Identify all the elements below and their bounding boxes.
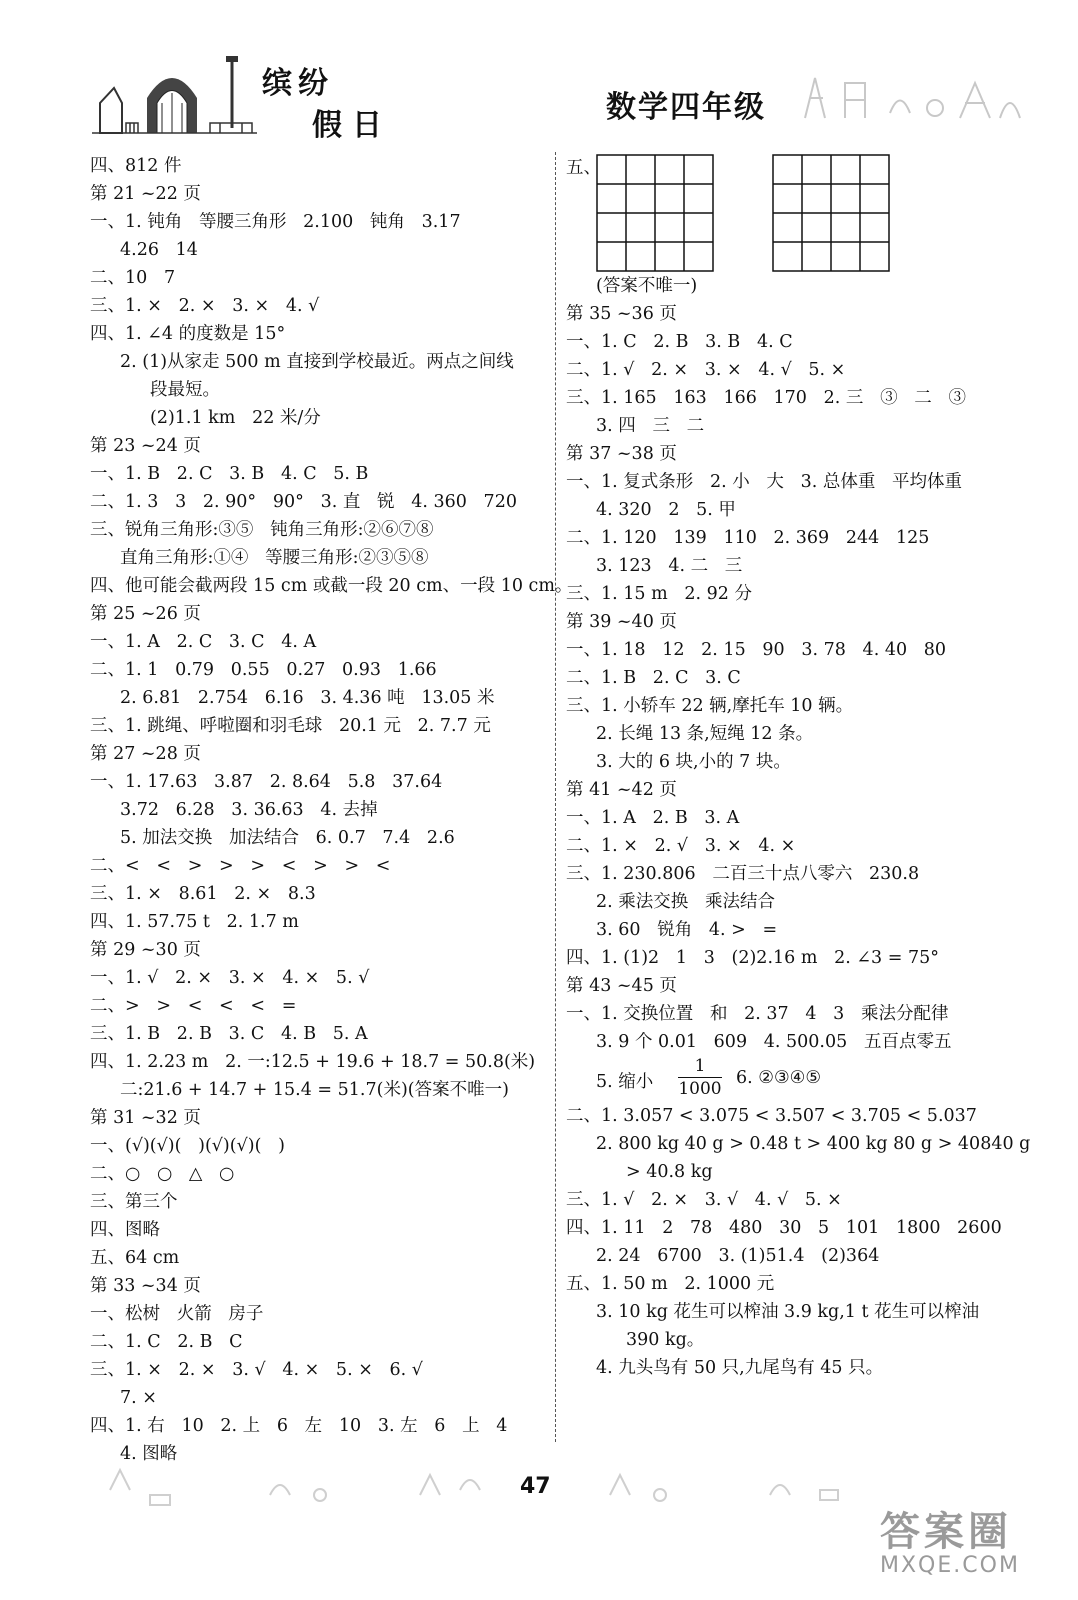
answer-line: 第 23 ~24 页 xyxy=(90,436,201,456)
answer-line: 一、1. C 2. B 3. B 4. C xyxy=(566,332,793,352)
answer-line: 一、(√)(√)( )(√)(√)( ) xyxy=(90,1136,285,1156)
answer-line: 第 39 ~40 页 xyxy=(566,612,677,632)
answer-line: 第 25 ~26 页 xyxy=(90,604,201,624)
right-column xyxy=(566,152,1036,1382)
answer-line: 第 27 ~28 页 xyxy=(90,744,201,764)
watermark-main: 答案圈 xyxy=(880,1509,1012,1555)
answer-line: 一、1. B 2. C 3. B 4. C 5. B xyxy=(90,464,369,484)
answer-line: 一、1. 交换位置 和 2. 37 4 3 乘法分配律 xyxy=(566,1004,949,1024)
answer-line: 第 41 ~42 页 xyxy=(566,780,677,800)
grade-title: 数学四年级 xyxy=(606,90,766,125)
answer-line: 第 31 ~32 页 xyxy=(90,1108,201,1128)
page-footer xyxy=(0,1450,1078,1600)
answer-line: 二、○ ○ △ ○ xyxy=(90,1164,235,1184)
left-column xyxy=(90,152,573,1468)
answer-line: 一、松树 火箭 房子 xyxy=(90,1304,264,1324)
castle-illustration xyxy=(92,48,257,138)
page-number: 47 xyxy=(520,1474,551,1499)
answer-line: 五、64 cm xyxy=(90,1248,180,1268)
answer-line: 二、1. C 2. B C xyxy=(90,1332,243,1352)
answer-line: 一、1. 17.63 3.87 2. 8.64 5.8 37.64 xyxy=(90,772,443,792)
answer-line: 四、1. (1)2 1 3 (2)2.16 m 2. ∠3 = 75° xyxy=(566,948,939,968)
answer-line: 第 29 ~30 页 xyxy=(90,940,201,960)
answer-line: 二、< < > > > < > > < xyxy=(90,856,391,876)
answer-line: 二:21.6 + 14.7 + 15.4 = 51.7(米)(答案不唯一) xyxy=(120,1080,509,1100)
answer-line: 3. 大的 6 块,小的 7 块。 xyxy=(596,752,791,772)
answer-line: 四、他可能会截两段 15 cm 或截一段 20 cm、一段 10 cm。 xyxy=(90,576,573,596)
answer-line: 第 43 ~45 页 xyxy=(566,976,677,996)
answer-line: 2. 6.81 2.754 6.16 3. 4.36 吨 13.05 米 xyxy=(120,688,495,708)
header-decoration-icon xyxy=(795,68,1025,128)
answer-line: 三、1. × 2. × 3. × 4. √ xyxy=(90,296,320,316)
answer-line: 一、1. 钝角 等腰三角形 2.100 钝角 3.17 xyxy=(90,212,461,232)
answer-line: 3. 9 个 0.01 609 4. 500.05 五百点零五 xyxy=(596,1032,952,1052)
answer-line: 一、1. 18 12 2. 15 90 3. 78 4. 40 80 xyxy=(566,640,947,660)
answer-line: 二、1. 1 0.79 0.55 0.27 0.93 1.66 xyxy=(90,660,437,680)
brand-title-line1: 缤纷 xyxy=(262,66,334,101)
answer-line: 3.72 6.28 3. 36.63 4. 去掉 xyxy=(120,800,378,820)
answer-line: 5. 加法交换 加法结合 6. 0.7 7.4 2.6 xyxy=(120,828,455,848)
answer-line: 三、1. × 8.61 2. × 8.3 xyxy=(90,884,316,904)
answer-line: 4.26 14 xyxy=(120,240,198,260)
answer-line: 二、10 7 xyxy=(90,268,176,288)
answer-line: 一、1. A 2. C 3. C 4. A xyxy=(90,632,317,652)
watermark-sub: MXQE.COM xyxy=(880,1553,1020,1578)
answer-line: 一、1. 复式条形 2. 小 大 3. 总体重 平均体重 xyxy=(566,472,963,492)
answer-line: 4. 320 2 5. 甲 xyxy=(596,500,736,520)
answer-line: 五、1. 50 m 2. 1000 元 xyxy=(566,1274,775,1294)
answer-line: 四、1. 11 2 78 480 30 5 101 1800 2600 xyxy=(566,1218,1002,1238)
answer-line: 3. 四 三 二 xyxy=(596,416,705,436)
answer-line: 三、1. 小轿车 22 辆,摩托车 10 辆。 xyxy=(566,696,854,716)
grid-question-label: 五、 xyxy=(566,158,601,178)
answer-line: 3. 123 4. 二 三 xyxy=(596,556,743,576)
answer-line: 二、1. 120 139 110 2. 369 244 125 xyxy=(566,528,930,548)
answer-line: 三、第三个 xyxy=(90,1192,178,1212)
answer-line: 三、1. × 2. × 3. √ 4. × 5. × 6. √ xyxy=(90,1360,423,1380)
answer-line: 二、1. 3.057 < 3.075 < 3.507 < 3.705 < 5.037 xyxy=(566,1106,977,1126)
answer-line: 390 kg。 xyxy=(626,1330,705,1350)
answer-line: 一、1. A 2. B 3. A xyxy=(566,808,740,828)
answer-line: 2. 24 6700 3. (1)51.4 (2)364 xyxy=(596,1246,880,1266)
fraction-denominator: 1000 xyxy=(678,1079,722,1099)
answer-line: 四、图略 xyxy=(90,1220,160,1240)
grid-answer xyxy=(566,152,1036,272)
square-grid-1 xyxy=(596,154,716,272)
answer-line: 2. 长绳 13 条,短绳 12 条。 xyxy=(596,724,814,744)
answer-line: 一、1. √ 2. × 3. × 4. × 5. √ xyxy=(90,968,370,988)
answer-line: 三、1. √ 2. × 3. √ 4. √ 5. × xyxy=(566,1190,842,1210)
answer-line: 四、812 件 xyxy=(90,156,182,176)
answer-line: 4. 图略 xyxy=(120,1444,178,1464)
fraction xyxy=(678,1056,722,1099)
answer-line: 三、1. 15 m 2. 92 分 xyxy=(566,584,752,604)
answer-line: 二、1. × 2. √ 3. × 4. × xyxy=(566,836,796,856)
answer-line: 四、1. ∠4 的度数是 15° xyxy=(90,324,286,344)
answer-line: 7. × xyxy=(120,1388,157,1408)
answer-line: 三、1. 165 163 166 170 2. 三 ③ 二 ③ xyxy=(566,388,966,408)
answer-line: 3. 60 锐角 4. > = xyxy=(596,920,778,940)
answer-line: > 40.8 kg xyxy=(626,1162,713,1182)
answer-line: 第 33 ~34 页 xyxy=(90,1276,201,1296)
answer-line: 4. 九头鸟有 50 只,九尾鸟有 45 只。 xyxy=(596,1358,884,1378)
answer-line: 直角三角形:①④ 等腰三角形:②③⑤⑧ xyxy=(120,548,429,568)
page-header xyxy=(0,0,1078,150)
answer-line: 四、1. 右 10 2. 上 6 左 10 3. 左 6 上 4 xyxy=(90,1416,508,1436)
fraction-suffix: 6. ②③④⑤ xyxy=(736,1068,822,1088)
answer-line: 2. (1)从家走 500 m 直接到学校最近。两点之间线 xyxy=(120,352,514,372)
answer-line: 三、1. 230.806 二百三十点八零六 230.8 xyxy=(566,864,920,884)
answer-line: 第 21 ~22 页 xyxy=(90,184,201,204)
answer-line: 二、1. 3 3 2. 90° 90° 3. 直 锐 4. 360 720 xyxy=(90,492,517,512)
watermark xyxy=(880,1500,1020,1578)
answer-line: 四、1. 2.23 m 2. 一:12.5 + 19.6 + 18.7 = 50.8(米) xyxy=(90,1052,536,1072)
answer-line: 第 37 ~38 页 xyxy=(566,444,677,464)
column-divider xyxy=(555,152,556,1442)
answer-line: 四、1. 57.75 t 2. 1.7 m xyxy=(90,912,299,932)
fraction-numerator: 1 xyxy=(678,1056,722,1078)
fraction-prefix: 5. 缩小 xyxy=(596,1072,654,1092)
answer-line: 三、1. 跳绳、呼啦圈和羽毛球 20.1 元 2. 7.7 元 xyxy=(90,716,491,736)
answer-line: 二、1. √ 2. × 3. × 4. √ 5. × xyxy=(566,360,846,380)
answer-line: 2. 乘法交换 乘法结合 xyxy=(596,892,775,912)
square-grid-2 xyxy=(772,154,892,272)
answer-line: 二、> > < < < = xyxy=(90,996,297,1016)
brand-title-line2: 假日 xyxy=(312,108,392,143)
answer-line: 二、1. B 2. C 3. C xyxy=(566,668,741,688)
answer-line: 2. 800 kg 40 g > 0.48 t > 400 kg 80 g > 40840 g xyxy=(596,1134,1031,1154)
answer-line: 三、1. B 2. B 3. C 4. B 5. A xyxy=(90,1024,368,1044)
answer-line: 段最短。 xyxy=(150,380,220,400)
grid-note: (答案不唯一) xyxy=(596,276,698,296)
answer-line: 三、锐角三角形:③⑤ 钝角三角形:②⑥⑦⑧ xyxy=(90,520,434,540)
answer-line: 3. 10 kg 花生可以榨油 3.9 kg,1 t 花生可以榨油 xyxy=(596,1302,980,1322)
answer-line: (2)1.1 km 22 米/分 xyxy=(150,408,321,428)
fraction-answer-line xyxy=(566,1056,1036,1102)
answer-line: 第 35 ~36 页 xyxy=(566,304,677,324)
